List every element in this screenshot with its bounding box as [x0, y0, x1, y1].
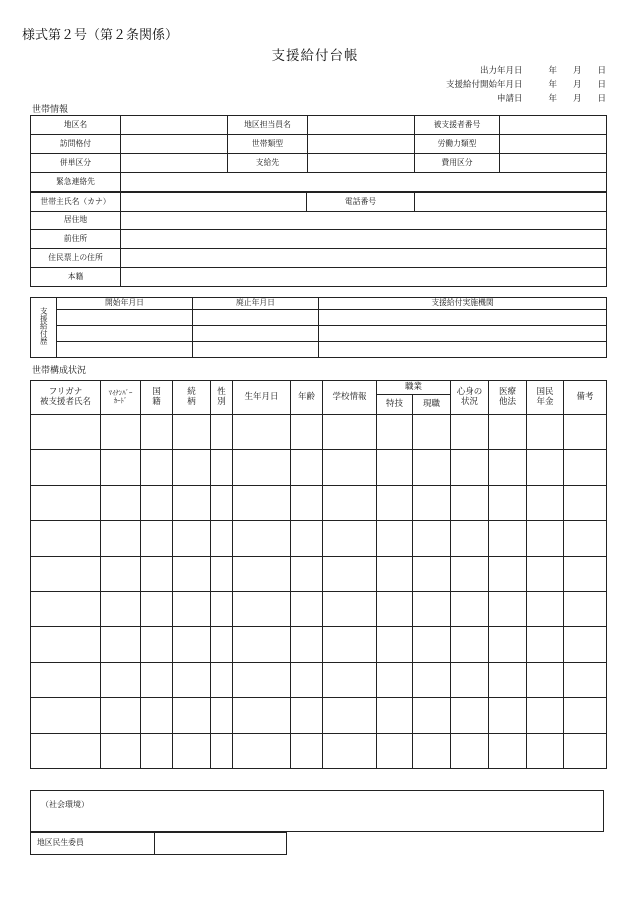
mynumber-col-header: ﾏｲﾅﾝﾊﾞｰ ｶｰﾄﾞ — [101, 381, 141, 415]
relation-col-header: 続 柄 — [173, 381, 211, 415]
history-agency-field[interactable] — [319, 326, 607, 342]
member-cell[interactable] — [233, 415, 291, 450]
member-row — [31, 733, 607, 768]
member-cell[interactable] — [211, 521, 233, 556]
history-start-field[interactable] — [57, 342, 193, 358]
member-row — [31, 415, 607, 450]
member-cell[interactable] — [564, 415, 607, 450]
member-cell[interactable] — [451, 733, 489, 768]
output-date-row — [480, 64, 606, 76]
household-head-name-field[interactable] — [121, 193, 307, 212]
member-cell[interactable] — [173, 450, 211, 485]
member-cell[interactable] — [489, 627, 527, 662]
member-cell[interactable] — [211, 698, 233, 733]
member-cell[interactable] — [489, 485, 527, 520]
member-cell[interactable] — [323, 556, 377, 591]
member-cell[interactable] — [141, 698, 173, 733]
member-cell[interactable] — [377, 450, 413, 485]
member-cell[interactable] — [489, 450, 527, 485]
nationality-col-header: 国 籍 — [141, 381, 173, 415]
member-cell[interactable] — [489, 415, 527, 450]
remarks-col-header: 備考 — [564, 381, 607, 415]
member-cell[interactable] — [451, 485, 489, 520]
member-cell[interactable] — [233, 627, 291, 662]
member-cell[interactable] — [564, 521, 607, 556]
start-date-row — [446, 78, 606, 90]
member-row — [31, 450, 607, 485]
member-cell[interactable] — [413, 556, 451, 591]
month-label: 月 — [572, 66, 582, 76]
member-cell[interactable] — [31, 662, 101, 697]
member-cell[interactable] — [211, 627, 233, 662]
member-cell[interactable] — [413, 662, 451, 697]
member-cell[interactable] — [413, 733, 451, 768]
health-col-header: 心身の 状況 — [451, 381, 489, 415]
member-cell[interactable] — [291, 556, 323, 591]
month-label: 月 — [572, 80, 582, 90]
member-cell[interactable] — [413, 450, 451, 485]
agency-col-header: 支援給付実施機関 — [319, 298, 607, 310]
phone-label: 電話番号 — [307, 193, 415, 212]
member-cell[interactable] — [173, 415, 211, 450]
member-cell[interactable] — [291, 450, 323, 485]
member-cell[interactable] — [233, 733, 291, 768]
registry-address-label: 住民票上の住所 — [31, 249, 121, 268]
member-cell[interactable] — [233, 662, 291, 697]
member-cell[interactable] — [489, 733, 527, 768]
member-cell[interactable] — [564, 450, 607, 485]
household-type-field[interactable] — [308, 135, 415, 154]
member-cell[interactable] — [291, 415, 323, 450]
history-end-field[interactable] — [193, 310, 319, 326]
day-label: 日 — [597, 80, 606, 90]
member-cell[interactable] — [377, 556, 413, 591]
member-cell[interactable] — [101, 627, 141, 662]
member-cell[interactable] — [141, 415, 173, 450]
member-cell[interactable] — [564, 662, 607, 697]
benefit-history-side-label: 支援給付歴 — [31, 298, 57, 358]
member-cell[interactable] — [31, 591, 101, 626]
household-members-table — [30, 380, 607, 769]
output-date-label: 出力年月日 — [479, 66, 523, 76]
member-cell[interactable] — [173, 591, 211, 626]
member-cell[interactable] — [413, 591, 451, 626]
member-cell[interactable] — [451, 556, 489, 591]
member-cell[interactable] — [527, 415, 564, 450]
member-cell[interactable] — [323, 485, 377, 520]
member-cell[interactable] — [564, 627, 607, 662]
member-cell[interactable] — [377, 698, 413, 733]
recipient-name-label: 被支援者氏名 — [39, 396, 91, 407]
birth-date-col-header: 生年月日 — [233, 381, 291, 415]
year-label: 年 — [548, 66, 557, 76]
member-cell[interactable] — [527, 556, 564, 591]
cost-category-field[interactable] — [500, 154, 607, 173]
member-cell[interactable] — [291, 698, 323, 733]
member-cell[interactable] — [173, 733, 211, 768]
member-cell[interactable] — [101, 450, 141, 485]
registry-address-field[interactable] — [121, 249, 607, 268]
member-cell[interactable] — [101, 733, 141, 768]
household-type-label: 世帯類型 — [228, 135, 308, 154]
age-col-header: 年齢 — [291, 381, 323, 415]
member-cell[interactable] — [211, 556, 233, 591]
history-agency-field[interactable] — [319, 342, 607, 358]
visit-rating-label: 訪問格付 — [31, 135, 121, 154]
member-cell[interactable] — [323, 450, 377, 485]
member-cell[interactable] — [173, 627, 211, 662]
member-cell[interactable] — [451, 415, 489, 450]
member-cell[interactable] — [413, 521, 451, 556]
pension-col-header: 国民 年金 — [527, 381, 564, 415]
member-cell[interactable] — [377, 591, 413, 626]
member-cell[interactable] — [564, 485, 607, 520]
member-cell[interactable] — [101, 591, 141, 626]
member-cell[interactable] — [323, 627, 377, 662]
member-cell[interactable] — [489, 591, 527, 626]
document-title: 支援給付台帳 — [271, 48, 359, 64]
member-cell[interactable] — [377, 415, 413, 450]
history-agency-field[interactable] — [319, 310, 607, 326]
member-cell[interactable] — [527, 627, 564, 662]
district-label: 地区名 — [31, 116, 121, 135]
residence-field[interactable] — [121, 211, 607, 230]
member-cell[interactable] — [527, 591, 564, 626]
welfare-commissioner-field[interactable] — [155, 833, 287, 855]
member-cell[interactable] — [451, 521, 489, 556]
recipient-number-label: 被支援者番号 — [415, 116, 500, 135]
member-cell[interactable] — [31, 485, 101, 520]
member-cell[interactable] — [413, 485, 451, 520]
member-cell[interactable] — [173, 662, 211, 697]
welfare-commissioner-table — [30, 832, 287, 855]
member-cell[interactable] — [451, 662, 489, 697]
member-cell[interactable] — [564, 591, 607, 626]
school-col-header: 学校情報 — [323, 381, 377, 415]
previous-address-label: 前住所 — [31, 230, 121, 249]
member-cell[interactable] — [173, 485, 211, 520]
member-cell[interactable] — [31, 415, 101, 450]
benefit-history-table — [30, 297, 607, 358]
member-cell[interactable] — [173, 556, 211, 591]
member-cell[interactable] — [527, 698, 564, 733]
member-cell[interactable] — [377, 662, 413, 697]
member-cell[interactable] — [291, 733, 323, 768]
name-col-header — [31, 381, 101, 415]
member-cell[interactable] — [31, 733, 101, 768]
household-head-name-label: 世帯主氏名（カナ） — [31, 193, 121, 212]
member-cell[interactable] — [323, 415, 377, 450]
member-cell[interactable] — [291, 627, 323, 662]
member-cell[interactable] — [233, 698, 291, 733]
skill-col-header: 特技 — [377, 395, 413, 415]
member-cell[interactable] — [413, 627, 451, 662]
member-row — [31, 662, 607, 697]
domicile-label: 本籍 — [31, 268, 121, 287]
member-cell[interactable] — [101, 485, 141, 520]
member-cell[interactable] — [233, 591, 291, 626]
member-cell[interactable] — [291, 485, 323, 520]
history-end-field[interactable] — [193, 342, 319, 358]
member-row — [31, 485, 607, 520]
member-cell[interactable] — [527, 485, 564, 520]
previous-address-field[interactable] — [121, 230, 607, 249]
member-cell[interactable] — [31, 627, 101, 662]
emergency-contact-field[interactable] — [121, 173, 607, 192]
form-number-label: 様式第２号（第２条関係） — [22, 28, 179, 43]
member-cell[interactable] — [233, 556, 291, 591]
member-cell[interactable] — [141, 662, 173, 697]
member-cell[interactable] — [233, 485, 291, 520]
member-cell[interactable] — [211, 662, 233, 697]
day-label: 日 — [597, 94, 606, 104]
member-cell[interactable] — [323, 733, 377, 768]
member-cell[interactable] — [291, 662, 323, 697]
member-cell[interactable] — [211, 733, 233, 768]
member-cell[interactable] — [413, 415, 451, 450]
household-section-label: 世帯情報 — [32, 105, 69, 115]
member-cell[interactable] — [233, 450, 291, 485]
social-environment-box[interactable] — [30, 790, 604, 832]
labor-type-label: 労働力類型 — [415, 135, 500, 154]
start-date-label: 支援給付開始年月日 — [445, 80, 523, 90]
member-cell[interactable] — [31, 521, 101, 556]
member-cell[interactable] — [377, 485, 413, 520]
member-cell[interactable] — [564, 698, 607, 733]
member-row — [31, 521, 607, 556]
member-cell[interactable] — [101, 662, 141, 697]
member-cell[interactable] — [527, 450, 564, 485]
member-cell[interactable] — [413, 698, 451, 733]
month-label: 月 — [572, 94, 582, 104]
phone-field[interactable] — [415, 193, 607, 212]
application-date-label: 申請日 — [496, 94, 523, 104]
domicile-field[interactable] — [121, 268, 607, 287]
member-cell[interactable] — [211, 591, 233, 626]
social-environment-label: （社会環境） — [41, 800, 89, 809]
member-cell[interactable] — [141, 485, 173, 520]
member-cell[interactable] — [451, 591, 489, 626]
member-cell[interactable] — [101, 521, 141, 556]
welfare-commissioner-label: 地区民生委員 — [31, 833, 155, 855]
member-cell[interactable] — [101, 415, 141, 450]
member-cell[interactable] — [233, 521, 291, 556]
caseworker-field[interactable] — [308, 116, 415, 135]
member-cell[interactable] — [291, 591, 323, 626]
household-head-row — [30, 192, 607, 212]
member-cell[interactable] — [527, 662, 564, 697]
cost-category-label: 費用区分 — [415, 154, 500, 173]
member-row — [31, 556, 607, 591]
member-cell[interactable] — [451, 627, 489, 662]
member-cell[interactable] — [323, 591, 377, 626]
member-cell[interactable] — [173, 521, 211, 556]
day-label: 日 — [597, 66, 606, 76]
member-cell[interactable] — [323, 662, 377, 697]
recipient-number-field[interactable] — [500, 116, 607, 135]
residence-label: 居住地 — [31, 211, 121, 230]
member-cell[interactable] — [141, 733, 173, 768]
member-cell[interactable] — [377, 733, 413, 768]
member-cell[interactable] — [527, 733, 564, 768]
member-cell[interactable] — [323, 698, 377, 733]
combined-single-field[interactable] — [121, 154, 228, 173]
current-job-col-header: 現職 — [413, 395, 451, 415]
history-start-field[interactable] — [57, 326, 193, 342]
district-field[interactable] — [121, 116, 228, 135]
member-cell[interactable] — [489, 556, 527, 591]
member-row — [31, 591, 607, 626]
emergency-contact-label: 緊急連絡先 — [31, 173, 121, 192]
history-end-field[interactable] — [193, 326, 319, 342]
member-cell[interactable] — [451, 450, 489, 485]
member-cell[interactable] — [31, 450, 101, 485]
household-head-name-label: 世帯主氏名（カナ） — [31, 192, 228, 211]
member-cell[interactable] — [141, 521, 173, 556]
occupation-col-header: 職業 — [377, 381, 451, 395]
visit-rating-field[interactable] — [121, 135, 228, 154]
caseworker-label: 地区担当員名 — [228, 116, 308, 135]
member-cell[interactable] — [527, 521, 564, 556]
member-cell[interactable] — [291, 521, 323, 556]
year-label: 年 — [548, 80, 557, 90]
members-section-label: 世帯構成状況 — [32, 366, 87, 376]
sex-col-header: 性 別 — [211, 381, 233, 415]
furigana-label: フリガナ — [48, 386, 83, 397]
member-cell[interactable] — [141, 556, 173, 591]
member-cell[interactable] — [564, 556, 607, 591]
year-label: 年 — [548, 94, 557, 104]
member-cell[interactable] — [211, 485, 233, 520]
medical-col-header: 医療 他法 — [489, 381, 527, 415]
member-cell[interactable] — [173, 698, 211, 733]
history-start-field[interactable] — [57, 310, 193, 326]
member-cell[interactable] — [377, 627, 413, 662]
end-date-col-header: 廃止年月日 — [193, 298, 319, 310]
combined-single-label: 併単区分 — [31, 154, 121, 173]
member-cell[interactable] — [31, 698, 101, 733]
member-cell[interactable] — [101, 556, 141, 591]
member-cell[interactable] — [101, 698, 141, 733]
member-cell[interactable] — [323, 521, 377, 556]
start-date-col-header: 開始年月日 — [57, 298, 193, 310]
member-cell[interactable] — [451, 698, 489, 733]
member-cell[interactable] — [211, 450, 233, 485]
labor-type-field[interactable] — [500, 135, 607, 154]
member-cell[interactable] — [141, 591, 173, 626]
member-cell[interactable] — [141, 627, 173, 662]
payee-field[interactable] — [308, 154, 415, 173]
member-cell[interactable] — [489, 662, 527, 697]
member-cell[interactable] — [211, 415, 233, 450]
application-date-row — [497, 92, 606, 104]
member-cell[interactable] — [489, 698, 527, 733]
payee-label: 支給先 — [228, 154, 308, 173]
member-cell[interactable] — [564, 733, 607, 768]
member-row — [31, 627, 607, 662]
member-row — [31, 698, 607, 733]
member-cell[interactable] — [377, 521, 413, 556]
member-cell[interactable] — [31, 556, 101, 591]
member-cell[interactable] — [141, 450, 173, 485]
member-cell[interactable] — [489, 521, 527, 556]
